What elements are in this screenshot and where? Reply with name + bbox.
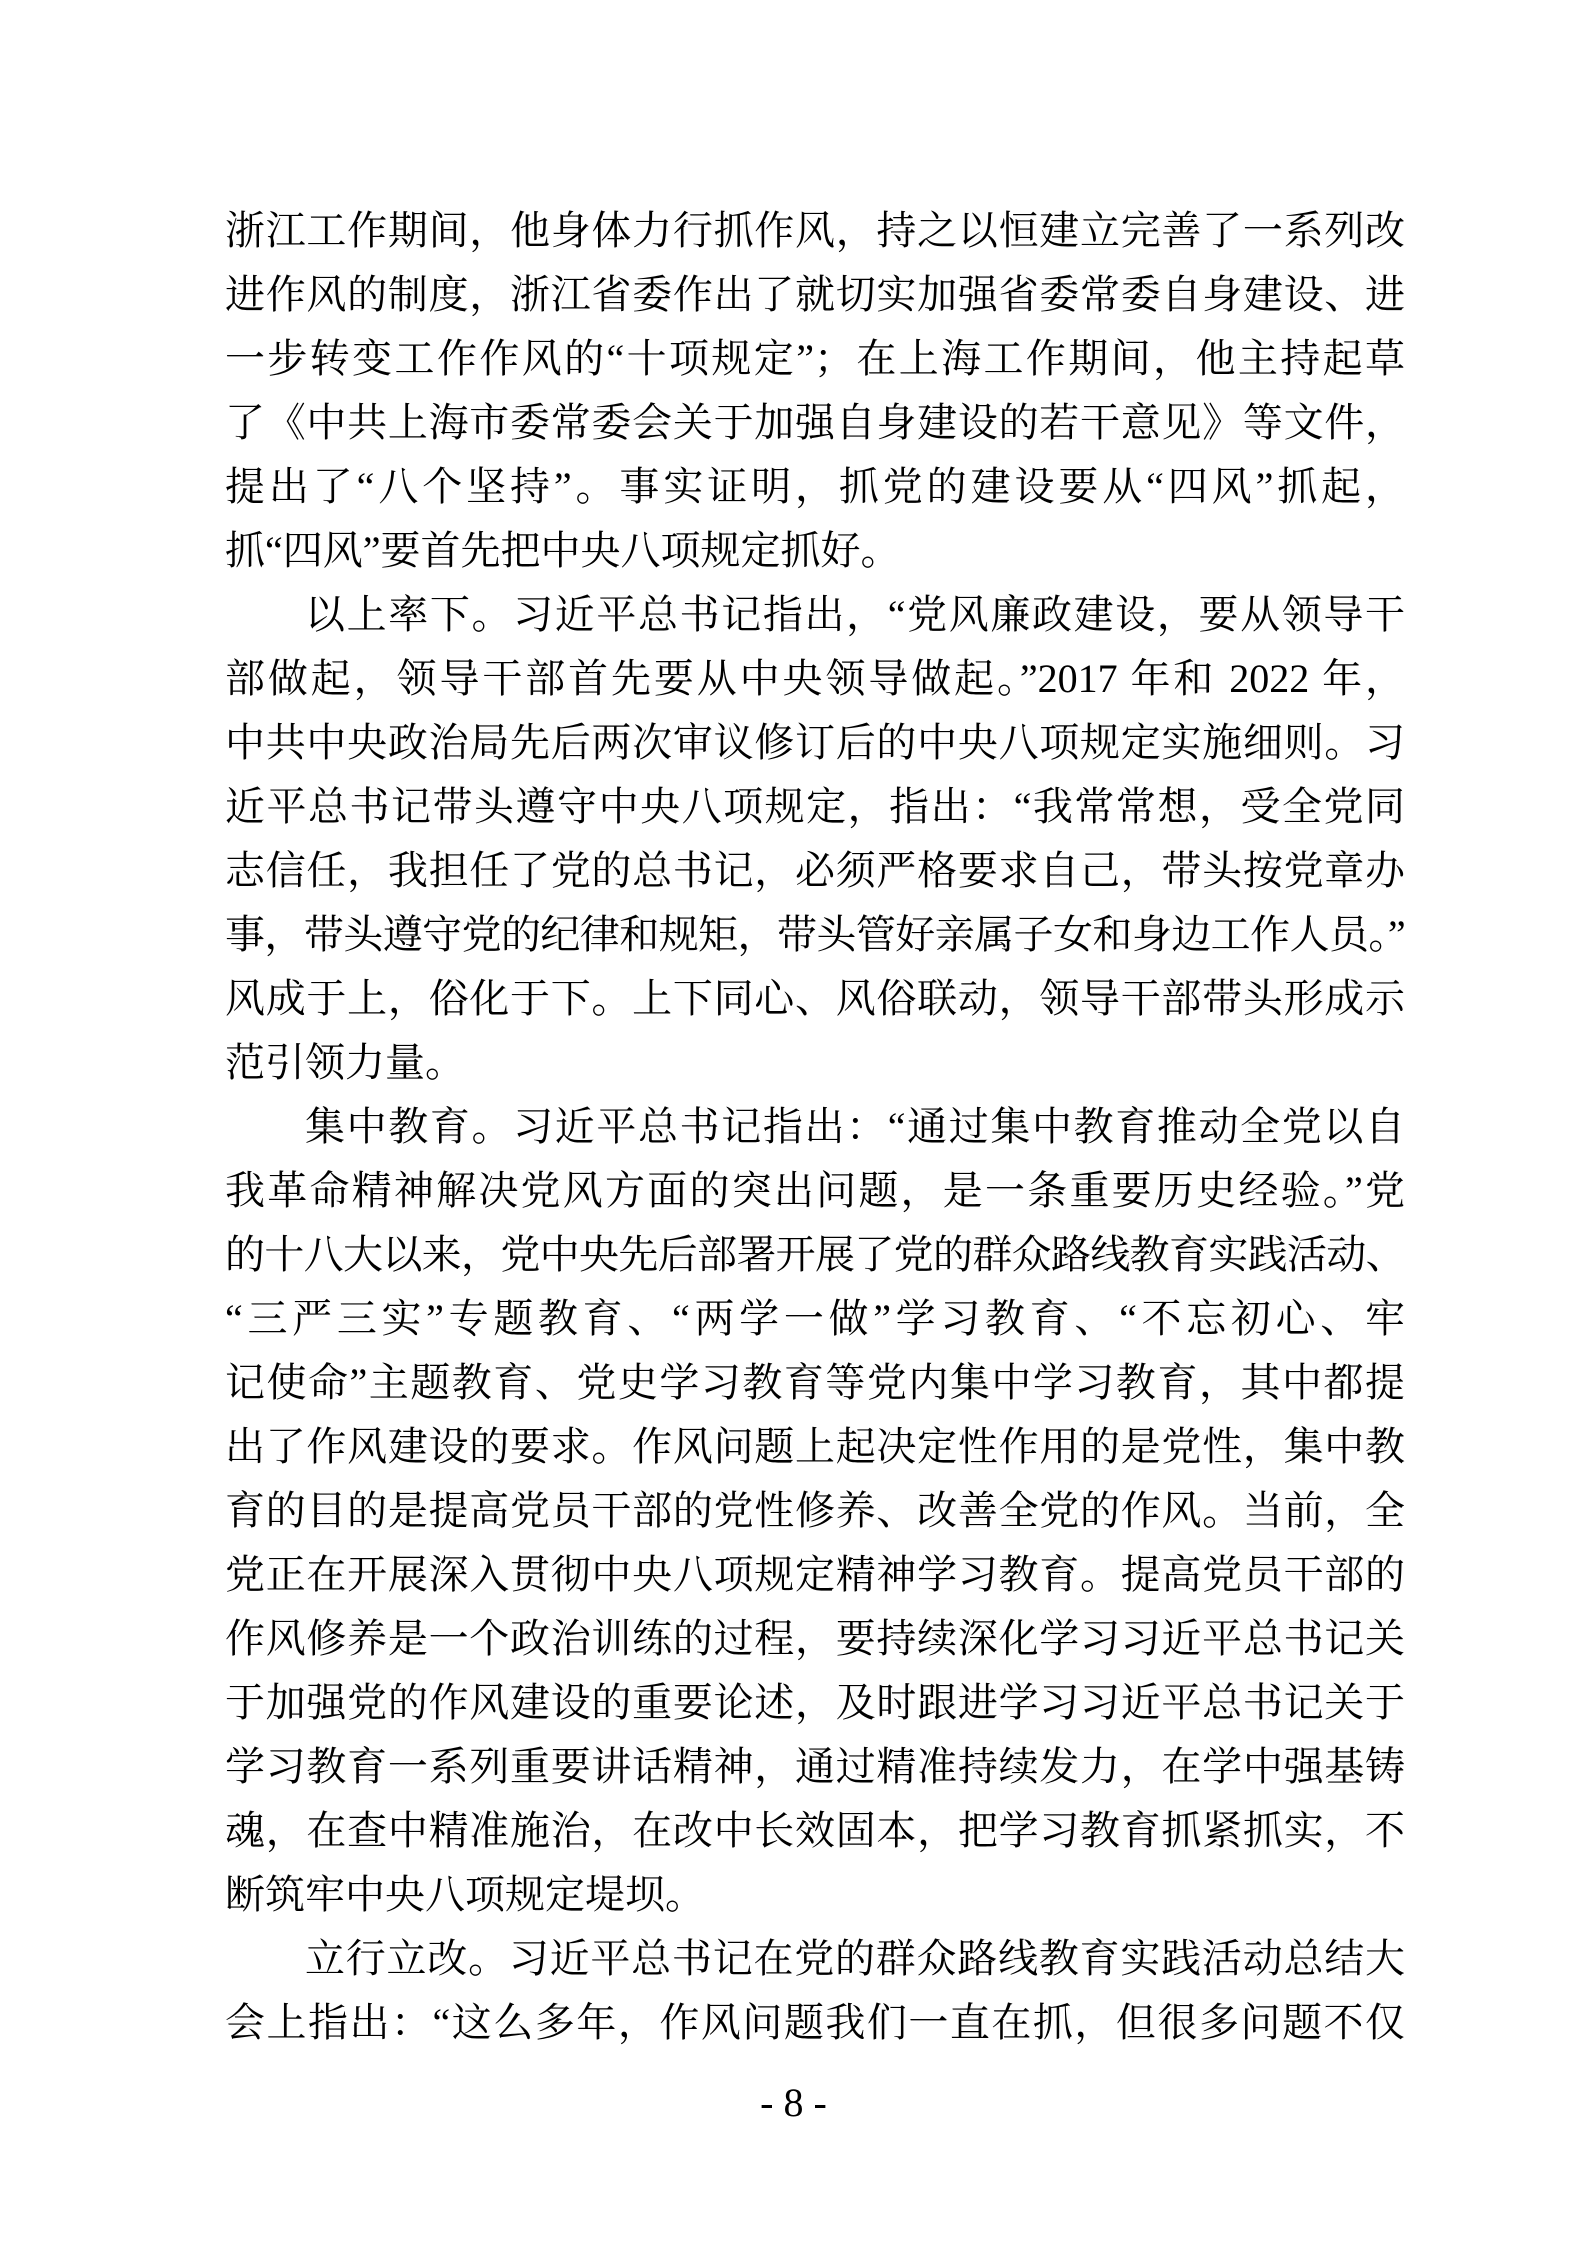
text-line: 中共中央政治局先后两次审议修订后的中央八项规定实施细则。习 <box>225 720 1405 765</box>
text-line: 会上指出：“这么多年，作风问题我们一直在抓，但很多问题不仅 <box>225 2000 1405 2045</box>
text-line: 范引领力量。 <box>225 1040 465 1085</box>
text-line: 断筑牢中央八项规定堤坝。 <box>225 1872 705 1917</box>
text-line: 以上率下。习近平总书记指出，“党风廉政建设，要从领导干 <box>305 592 1405 637</box>
text-line: 近平总书记带头遵守中央八项规定，指出：“我常常想，受全党同 <box>225 784 1405 829</box>
text-line: 事，带头遵守党的纪律和规矩，带头管好亲属子女和身边工作人员。” <box>225 912 1405 957</box>
text-line: 的十八大以来，党中央先后部署开展了党的群众路线教育实践活动、 <box>225 1232 1405 1277</box>
text-line: 作风修养是一个政治训练的过程，要持续深化学习习近平总书记关 <box>225 1616 1405 1661</box>
text-line: 于加强党的作风建设的重要论述，及时跟进学习习近平总书记关于 <box>225 1680 1405 1725</box>
text-line: 了《中共上海市委常委会关于加强自身建设的若干意见》等文件， <box>225 400 1405 445</box>
text-line: 抓“四风”要首先把中央八项规定抓好。 <box>225 528 901 573</box>
text-line: “三严三实”专题教育、“两学一做”学习教育、“不忘初心、牢 <box>225 1296 1405 1341</box>
text-line: 魂，在查中精准施治，在改中长效固本，把学习教育抓紧抓实，不 <box>225 1808 1405 1853</box>
text-line: 浙江工作期间，他身体力行抓作风，持之以恒建立完善了一系列改 <box>225 208 1405 253</box>
text-line: 我革命精神解决党风方面的突出问题，是一条重要历史经验。”党 <box>225 1168 1405 1213</box>
text-line: 部做起，领导干部首先要从中央领导做起。”2017 年和 2022 年， <box>225 656 1405 701</box>
text-line: 一步转变工作作风的“十项规定”；在上海工作期间，他主持起草 <box>225 336 1405 381</box>
text-line: 风成于上，俗化于下。上下同心、风俗联动，领导干部带头形成示 <box>225 976 1405 1021</box>
text-line: 志信任，我担任了党的总书记，必须严格要求自己，带头按党章办 <box>225 848 1405 893</box>
text-line: 集中教育。习近平总书记指出：“通过集中教育推动全党以自 <box>305 1104 1405 1149</box>
page-number: - 8 - <box>760 2080 827 2125</box>
text-line: 党正在开展深入贯彻中央八项规定精神学习教育。提高党员干部的 <box>225 1552 1405 1597</box>
text-line: 进作风的制度，浙江省委作出了就切实加强省委常委自身建设、进 <box>225 272 1405 317</box>
text-line: 出了作风建设的要求。作风问题上起决定性作用的是党性，集中教 <box>225 1424 1405 1469</box>
text-line: 育的目的是提高党员干部的党性修养、改善全党的作风。当前，全 <box>225 1488 1405 1533</box>
text-line: 记使命”主题教育、党史学习教育等党内集中学习教育，其中都提 <box>225 1360 1405 1405</box>
text-line: 提出了“八个坚持”。事实证明，抓党的建设要从“四风”抓起， <box>225 464 1405 509</box>
text-line: 学习教育一系列重要讲话精神，通过精准持续发力，在学中强基铸 <box>225 1744 1405 1789</box>
text-line: 立行立改。习近平总书记在党的群众路线教育实践活动总结大 <box>305 1936 1405 1981</box>
body-text <box>225 199 1405 2055</box>
